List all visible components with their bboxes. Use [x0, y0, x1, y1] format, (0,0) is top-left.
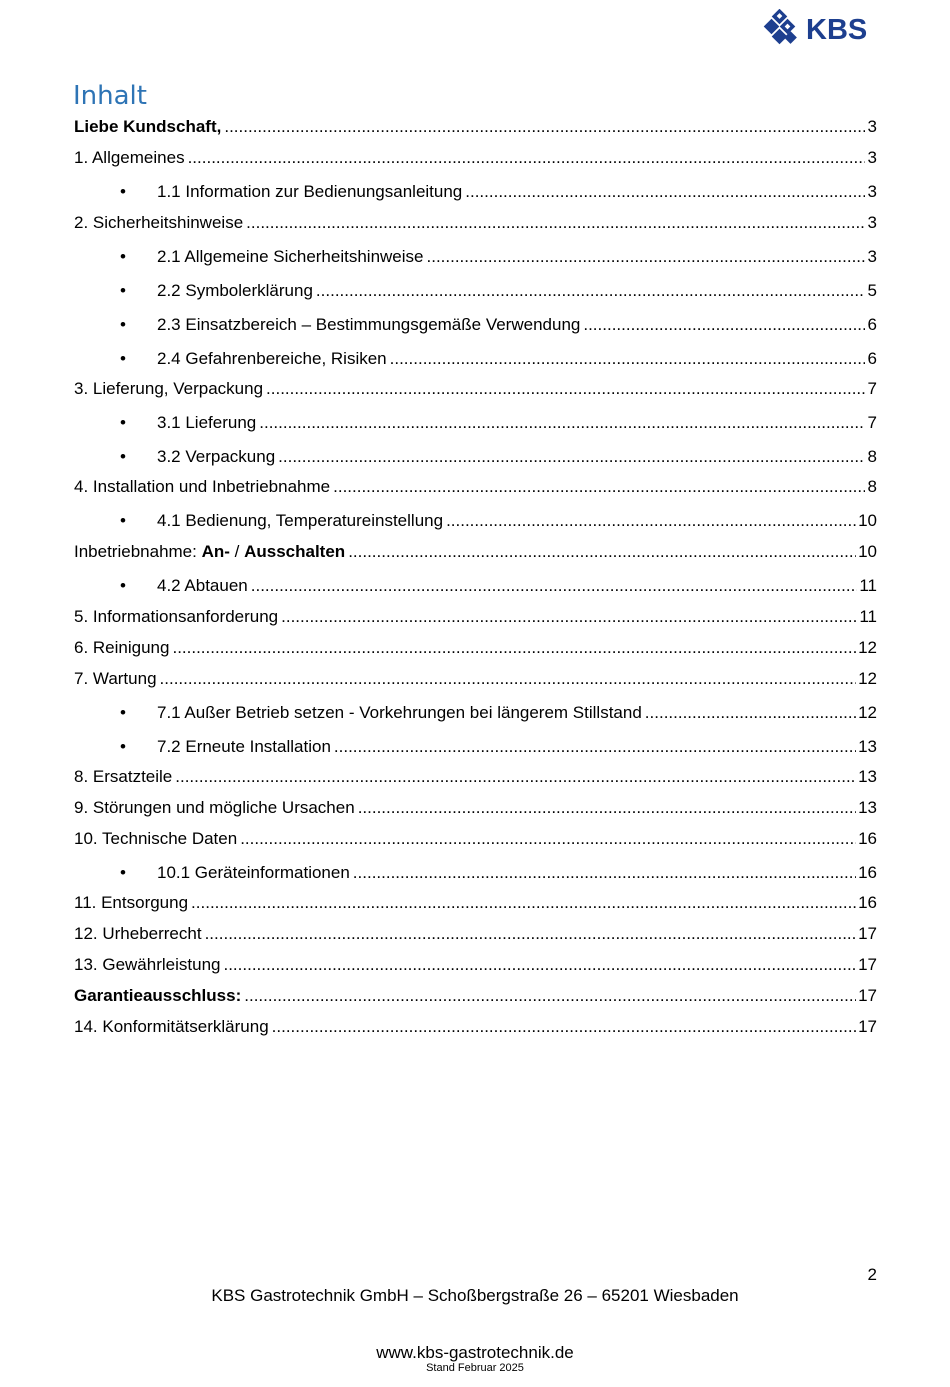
toc-page-number: 10 [858, 542, 877, 561]
bullet-icon: • [120, 315, 126, 334]
toc-entry-title-part: / [229, 542, 245, 561]
toc-entry-title: 1.1 Information zur Bedienungsanleitung [157, 182, 463, 201]
toc-entry[interactable] [74, 116, 877, 138]
kbs-diamond-logo-icon [762, 9, 806, 51]
toc-page-number: 13 [858, 798, 877, 817]
toc-page-number: 17 [858, 1017, 877, 1036]
dot-leader [583, 314, 865, 336]
dot-leader [191, 892, 856, 914]
toc-entry[interactable] [74, 1016, 877, 1038]
dot-leader [272, 1016, 856, 1038]
dot-leader [240, 828, 856, 850]
toc-entry[interactable] [74, 147, 877, 169]
toc-subentry[interactable] [120, 736, 877, 758]
toc-page-number: 17 [858, 924, 877, 943]
toc-subentry[interactable] [120, 314, 877, 336]
bullet-icon: • [120, 349, 126, 368]
toc-subentry[interactable] [120, 412, 877, 434]
toc-subentry[interactable] [120, 510, 877, 532]
toc-entry-title: 7.1 Außer Betrieb setzen - Vorkehrungen bei längerem Stillstand [157, 703, 642, 722]
toc-subentry[interactable] [120, 702, 877, 724]
toc-entry[interactable] [74, 892, 877, 914]
bullet-icon: • [120, 447, 126, 466]
toc-entry-title: 6. Reinigung [74, 638, 170, 657]
dot-leader [281, 606, 857, 628]
toc-entry[interactable] [74, 954, 877, 976]
toc-entry-title: 2.2 Symbolerklärung [157, 281, 313, 300]
dot-leader [188, 147, 865, 169]
toc-entry-title: 12. Urheberrecht [74, 924, 202, 943]
toc-page-number: 16 [858, 829, 877, 848]
toc-entry-title: 1. Allgemeines [74, 148, 185, 167]
toc-page-number: 3 [867, 247, 877, 266]
toc-page-number: 17 [858, 955, 877, 974]
toc-page-number: 17 [858, 986, 877, 1005]
toc-entry-title: 2.3 Einsatzbereich – Bestimmungsgemäße Verwendung [157, 315, 581, 334]
toc-entry-title: 3.2 Verpackung [157, 447, 276, 466]
toc-entry[interactable] [74, 378, 877, 400]
toc-subentry[interactable] [120, 446, 877, 468]
toc-page-number: 3 [867, 182, 877, 201]
toc-entry-title: 2.1 Allgemeine Sicherheitshinweise [157, 247, 424, 266]
dot-leader [172, 637, 856, 659]
toc-page-number: 13 [858, 737, 877, 756]
toc-entry[interactable] [74, 828, 877, 850]
dot-leader [446, 510, 856, 532]
dot-leader [334, 736, 856, 758]
dot-leader [465, 181, 865, 203]
bullet-icon: • [120, 863, 126, 882]
toc-entry-title: 7. Wartung [74, 669, 157, 688]
toc-entry[interactable] [74, 766, 877, 788]
toc-entry-title: 4.1 Bedienung, Temperatureinstellung [157, 511, 444, 530]
bullet-icon: • [120, 737, 126, 756]
dot-leader [224, 116, 865, 138]
toc-page-number: 16 [858, 893, 877, 912]
footer-version: Stand Februar 2025 [426, 1362, 524, 1374]
toc-page-number: 5 [867, 281, 877, 300]
bullet-icon: • [120, 182, 126, 201]
toc-page-number: 8 [867, 477, 877, 496]
bullet-icon: • [120, 511, 126, 530]
dot-leader [259, 412, 865, 434]
kbs-logo [762, 9, 880, 51]
toc-entry-title: 3. Lieferung, Verpackung [74, 379, 264, 398]
toc-entry-title: 7.2 Erneute Installation [157, 737, 331, 756]
dot-leader [348, 541, 856, 563]
toc-page-number: 16 [858, 863, 877, 882]
page-number: 2 [867, 1265, 877, 1284]
toc-entry-title: 13. Gewährleistung [74, 955, 221, 974]
toc-page-number: 12 [858, 703, 877, 722]
dot-leader [278, 446, 865, 468]
toc-entry-title: 2.4 Gefahrenbereiche, Risiken [157, 349, 387, 368]
toc-subentry[interactable] [120, 280, 877, 302]
bullet-icon: • [120, 281, 126, 300]
toc-subentry[interactable] [120, 862, 877, 884]
dot-leader [246, 212, 865, 234]
toc-page-number: 12 [858, 638, 877, 657]
dot-leader [427, 246, 866, 268]
toc-page-number: 12 [858, 669, 877, 688]
toc-subentry[interactable] [120, 246, 877, 268]
dot-leader [316, 280, 865, 302]
dot-leader [251, 575, 858, 597]
toc-entry-title: 14. Konformitätserklärung [74, 1017, 269, 1036]
toc-entry[interactable] [74, 668, 877, 690]
toc-page-number: 6 [867, 349, 877, 368]
toc-entry-title: 3.1 Lieferung [157, 413, 257, 432]
toc-page-number: 3 [867, 117, 877, 136]
footer-website: www.kbs-gastrotechnik.de [376, 1343, 574, 1362]
dot-leader [223, 954, 856, 976]
dot-leader [244, 985, 856, 1007]
toc-entry[interactable] [74, 797, 877, 819]
toc-entry-title-part: An- [201, 542, 230, 561]
bullet-icon: • [120, 413, 126, 432]
toc-entry-title: 9. Störungen und mögliche Ursachen [74, 798, 355, 817]
bullet-icon: • [120, 247, 126, 266]
dot-leader [175, 766, 856, 788]
bullet-icon: • [120, 703, 126, 722]
toc-entry[interactable] [74, 985, 877, 1007]
dot-leader [390, 348, 865, 370]
toc-page-number: 11 [859, 576, 877, 595]
toc-entry-title: Garantieausschluss: [74, 986, 242, 1005]
toc-page-number: 10 [858, 511, 877, 530]
logo-wordmark: KBS [806, 14, 868, 46]
toc-entry-title: 2. Sicherheitshinweise [74, 213, 244, 232]
toc-page-number: 11 [859, 607, 877, 626]
toc-entry[interactable] [74, 606, 877, 628]
toc-entry[interactable] [74, 637, 877, 659]
toc-entry[interactable] [74, 212, 877, 234]
dot-leader [353, 862, 856, 884]
toc-page-number: 3 [867, 148, 877, 167]
toc-page-number: 8 [867, 447, 877, 466]
toc-entry-title-part: Inbetriebnahme: [74, 542, 202, 561]
toc-page-number: 6 [867, 315, 877, 334]
toc-page-number: 7 [867, 413, 877, 432]
toc-entry-title: 11. Entsorgung [74, 893, 189, 912]
toc-page-number: 3 [867, 213, 877, 232]
dot-leader [333, 476, 865, 498]
toc-heading: Inhalt [73, 81, 147, 111]
toc-entry[interactable] [74, 476, 877, 498]
bullet-icon: • [120, 576, 126, 595]
toc-entry-title: 5. Informationsanforderung [74, 607, 279, 626]
toc-entry-title: 10. Technische Daten [74, 829, 238, 848]
toc-subentry[interactable] [120, 348, 877, 370]
dot-leader [266, 378, 865, 400]
toc-subentry[interactable] [120, 181, 877, 203]
toc-subentry[interactable] [120, 575, 877, 597]
dot-leader [358, 797, 856, 819]
toc-entry[interactable] [74, 923, 877, 945]
toc-entry-title: 8. Ersatzteile [74, 767, 173, 786]
toc-entry-title: 4. Installation und Inbetriebnahme [74, 477, 331, 496]
dot-leader [160, 668, 857, 690]
toc-page-number: 13 [858, 767, 877, 786]
dot-leader [645, 702, 856, 724]
toc-page-number: 7 [867, 379, 877, 398]
toc-entry-title: Liebe Kundschaft, [74, 117, 222, 136]
toc-entry[interactable] [74, 541, 877, 563]
toc-entry-title [74, 541, 345, 563]
toc-entry-title: 4.2 Abtauen [157, 576, 248, 595]
toc-entry-title-part: Ausschalten [244, 542, 346, 561]
dot-leader [205, 923, 857, 945]
toc-entry-title: 10.1 Geräteinformationen [157, 863, 350, 882]
footer-company: KBS Gastrotechnik GmbH – Schoßbergstraße 26 – 65201 Wiesbaden [211, 1286, 739, 1305]
